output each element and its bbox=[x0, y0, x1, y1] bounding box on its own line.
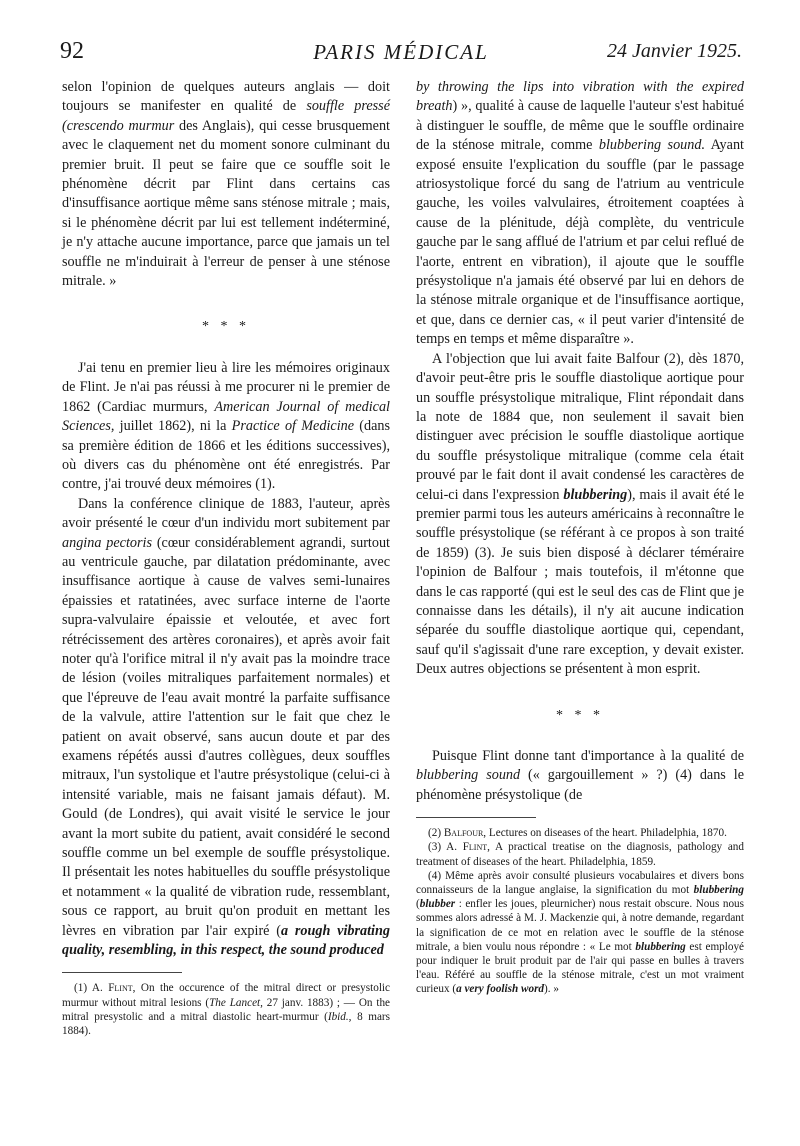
left-column bbox=[62, 78, 390, 1038]
footnote-divider bbox=[416, 817, 536, 818]
paragraph: Puisque Flint donne tant d'importance à la qualité de blubbering sound (« gargouillement » ?) (4) dans le phénomène présystolique (de bbox=[416, 748, 744, 803]
footnote-divider bbox=[62, 972, 182, 973]
paragraph: Dans la conférence clinique de 1883, l'auteur, après avoir présenté le cœur d'un individu mort subitement par angina pectoris (cœur considérablement agrandi, surtout au ventricule gauche, par dilatation prédominante, avec insuffisance aortique à cause de valves semi-lunaires épaissies et ratatinées, avec surface interne de l'aorte supra-valvulaire épaissie et veloutée, et avec fort rétrécissement des artères coronaires), et après avoir fait noter qu'à l'orifice mitral il n'y avait pas la moindre trace de lésion (voiles mitraliques parfaitement normales) et que l'épreuve de l'eau avait montré la parfaite suffisance de la valvule, attire l'attention sur le fait que chez le patient on avait observé, sans aucun doute et par des examens répétés aussi d'autres collègues, deux souffles mitraux, l'un systolique et l'autre présystolique (celui-ci à intensité variable, mais ne faisant jamais défaut). M. Gould (de Londres), qui avait visité le service le jour avant la mort subite du patient, avait considéré le second souffle comme un bel exemple de souffle présystolique. Il présentait les notes habituelles du souffle présystolique et notamment « la qualité de vibration rude, ressemblant, sous ce rapport, au bruit qu'on produit en mettant les lèvres en vibration par l'air expiré (a rough vibrating quality, resembling, in this respect, the sound produced bbox=[62, 495, 390, 959]
page-number: 92 bbox=[60, 38, 84, 64]
journal-title: PARIS MÉDICAL bbox=[313, 40, 489, 64]
running-header bbox=[60, 38, 742, 72]
footnote: (4) Même après avoir consulté plusieurs vocabulaires et divers bons connaisseurs de la langue anglaise, la signification du mot blubbering (blubber : enfler les joues, pleurnicher) nous restait obscure. Nous nous sommes alors adressé à M. J. Mackenzie qui, à notre demande, regardant la signification de ce mot en relation avec le souffle de la sténose mitrale, a bien voulu nous répondre : « Le mot blubbering est employé pour indiquer le bruit produit par de l'air qui passe en bulles à travers l'eau. Référé au souffle de la sténose mitrale, c'est un mot vraiment curieux (a very foolish word). » bbox=[416, 869, 744, 996]
footnote: (2) Balfour, Lectures on diseases of the heart. Philadelphia, 1870. bbox=[428, 827, 727, 840]
paragraph: by throwing the lips into vibration with the expired breath) », qualité à cause de laquelle l'auteur s'est habitué à distinguer le souffle, de même que le souffle ordinaire de la sténose mitrale, comme blubbering sound. Ayant exposé ensuite l'explication du souffle (par le passage atriosystolique forcé du sang de l'atrium au ventricule gauche, les voiles valvulaires, étroitement coaptées à cause de la plénitude, déjà complète, du ventricule gauche par le sang afflué de l'atrium et par celui reflué de l'aorte, entrent en vibration), il ajoute que le souffle présystolique n'a jamais été observé par lui en dehors de la sténose mitrale organique et de l'insuffisance aortique, et que, dans ce dernier cas, « il peut varier d'intensité de temps en temps et même disparaître ». bbox=[416, 79, 744, 348]
issue-date: 24 Janvier 1925. bbox=[607, 40, 742, 62]
paragraph: selon l'opinion de quelques auteurs anglais — doit toujours se manifester en qualité de souffle pressé (crescendo murmur des Anglais), qui cesse brusquement avec le claquement net du moment sonore culminant du premier bruit. Il peut se faire que ce souffle soit le phénomène décrit par Flint dans certains cas d'insuffisance aortique même sans sténose mitrale ; mais, si le phénomène décrit par lui est tellement indéterminé, je n'y attache aucune importance, parce que jamais un tel souffle ne m'induirait à l'erreur de penser à une sténose mitrale. » bbox=[62, 79, 390, 290]
footnote: (1) A. Flint, On the occurence of the mitral direct or presystolic murmur without mitral lesions (The Lancet, 27 janv. 1883) ; — On the mitral presystolic and a mitral diastolic heart-murmur (Ibid., 8 mars 1884). bbox=[62, 982, 390, 1038]
paragraph: J'ai tenu en premier lieu à lire les mémoires originaux de Flint. Je n'ai pas réussi à me procurer ni le premier de 1862 (Cardiac murmurs, American Journal of medical Sciences, juillet 1862), ni la Practice of Medicine (dans sa première édition de 1866 et les éditions successives), où divers cas du phénomène ont été enregistrés. Par contre, j'ai trouvé deux mémoires (1). bbox=[62, 359, 391, 493]
footnote: (3) A. Flint, A practical treatise on the diagnosis, pathology and treatment of diseases of the heart. Philadelphia, 1859. bbox=[416, 841, 744, 868]
section-asterism: * * * bbox=[202, 319, 250, 335]
right-column bbox=[416, 78, 744, 997]
section-asterism: * * * bbox=[556, 707, 604, 723]
paragraph: A l'objection que lui avait faite Balfour (2), dès 1870, d'avoir peut-être pris le souffle diastolique aortique pour un souffle présystolique mitralique, Flint répondait dans la note de 1884 que, non seulement il savait bien distinguer avec précision le souffle diastolique aortique du souffle présystolique mitralique (comme cela était prouvé par le fait dont il avait condensé les caractères de celui-ci dans l'expression blubbering), mais il avait été le premier parmi tous les auteurs américains à reconnaître le souffle présystolique (se référant à ce propos à son traité de 1859) (3). Je suis bien disposé à déclarer téméraire l'opinion de Balfour ; mais toutefois, il m'étonne que dans le cas rapporté (qui est le seul des cas de Flint que je connaisse dans les détails), il n'y ait aucune indication séparée du souffle diastolique aortique qui, cependant, sauf qu'il s'agissait d'une rare exception, y devait exister. Deux autres objections se présentent à mon esprit. bbox=[416, 350, 744, 678]
